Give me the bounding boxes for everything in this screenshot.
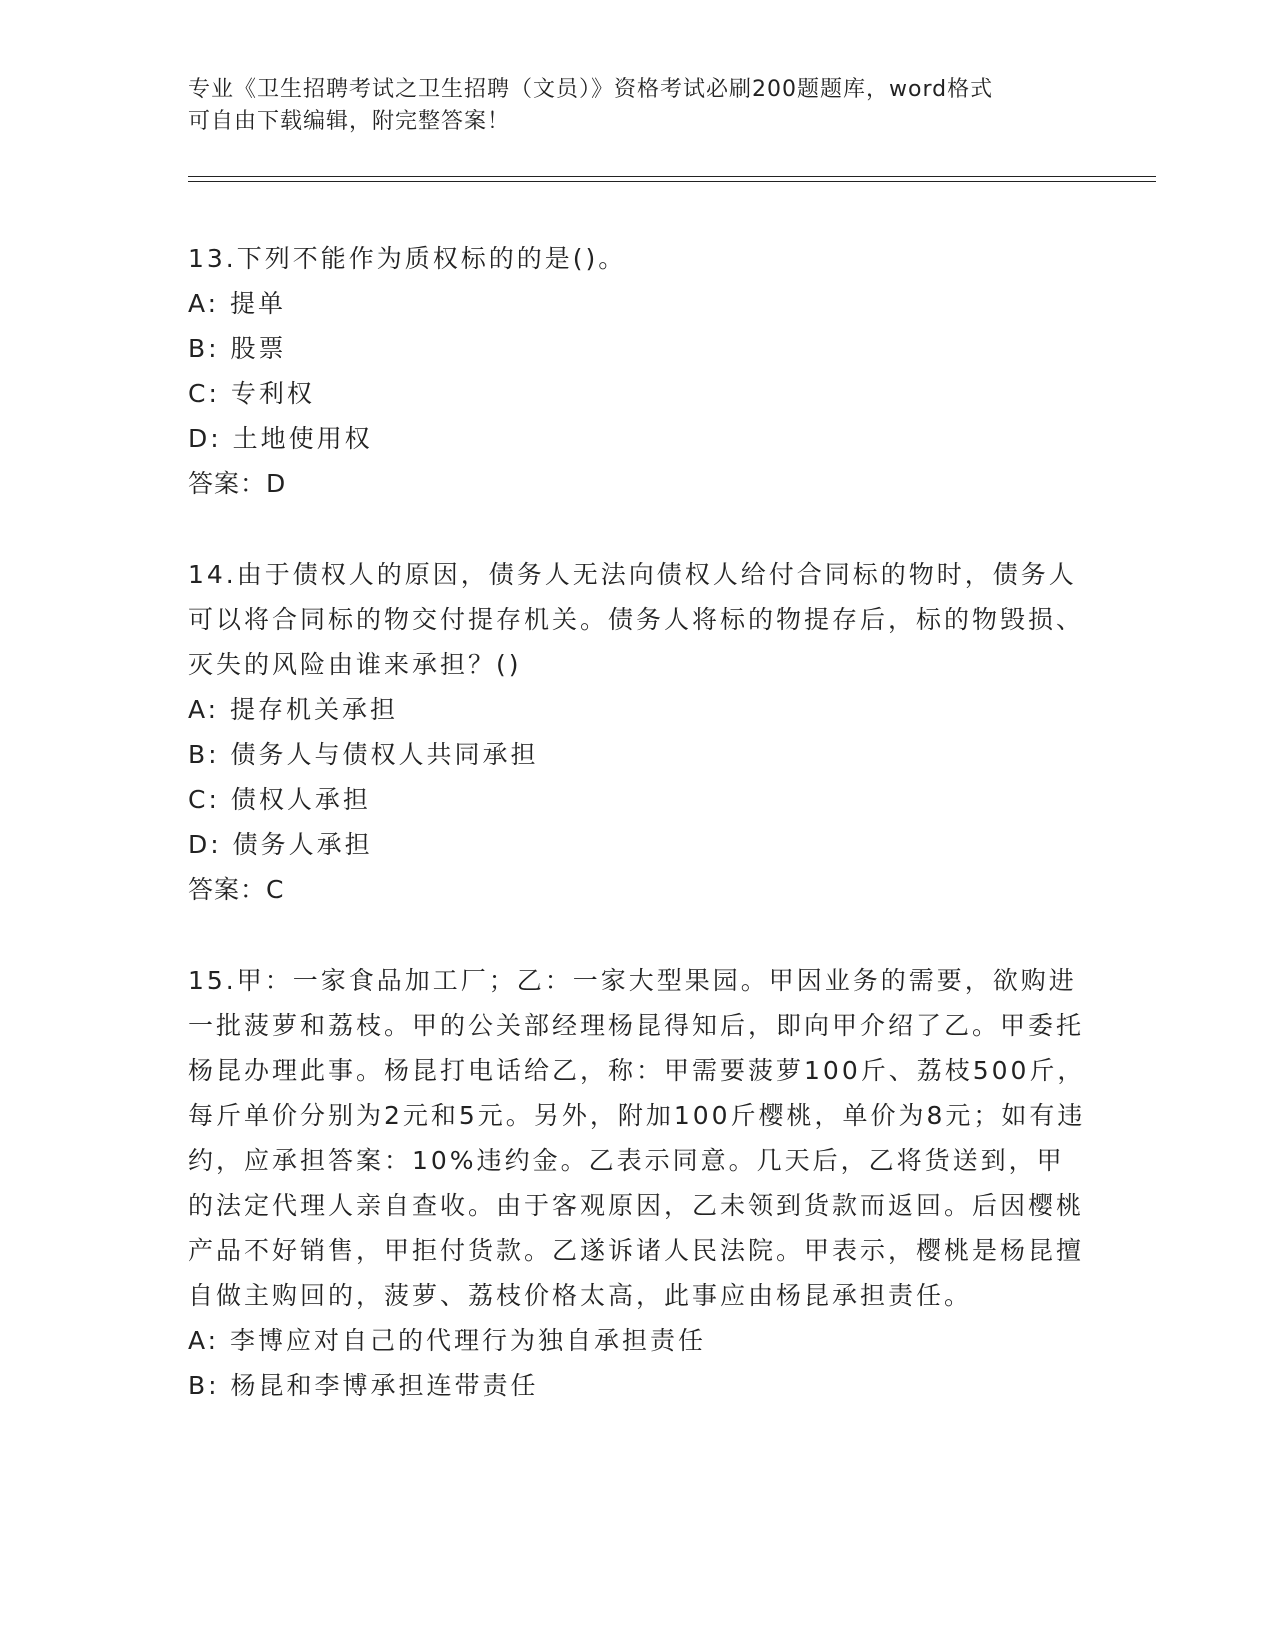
header-divider-top [188, 176, 1156, 177]
option-b: B: 债务人与债权人共同承担 [188, 740, 539, 769]
option-list [188, 687, 1088, 867]
option-list [188, 281, 1088, 461]
header-line-2: 可自由下载编辑，附完整答案！ [188, 109, 511, 134]
document-header [188, 74, 1068, 138]
answer-line: 答案：D [188, 469, 287, 498]
option-a: A: 提单 [188, 289, 287, 318]
question-stem: 14.由于债权人的原因，债务人无法向债权人给付合同标的物时，债务人可以将合同标的物交付提存机关。债务人将标的物提存后，标的物毁损、灭失的风险由谁来承担？() [188, 560, 1085, 679]
answer-line: 答案：C [188, 875, 285, 904]
header-line-1: 专业《卫生招聘考试之卫生招聘（文员）》资格考试必刷200题题库，word格式 [188, 77, 994, 102]
question-13 [188, 236, 1088, 506]
question-stem: 13.下列不能作为质权标的的是()。 [188, 244, 627, 273]
question-list [188, 236, 1088, 1454]
option-a: A: 李博应对自己的代理行为独自承担责任 [188, 1326, 707, 1355]
option-c: C: 专利权 [188, 379, 315, 408]
option-d: D: 土地使用权 [188, 424, 373, 453]
option-b: B: 杨昆和李博承担连带责任 [188, 1371, 539, 1400]
option-d: D: 债务人承担 [188, 830, 373, 859]
option-list [188, 1318, 1088, 1408]
option-a: A: 提存机关承担 [188, 695, 399, 724]
option-c: C: 债权人承担 [188, 785, 371, 814]
question-stem: 15.甲：一家食品加工厂；乙：一家大型果园。甲因业务的需要，欲购进一批菠萝和荔枝。甲的公关部经理杨昆得知后，即向甲介绍了乙。甲委托杨昆办理此事。杨昆打电话给乙，称：甲需要菠萝100斤、荔枝500斤，每斤单价分别为2元和5元。另外，附加100斤樱桃，单价为8元；如有违约，应承担答案：10%违约金。乙表示同意。几天后，乙将货送到，甲的法定代理人亲自查收。由于客观原因，乙未领到货款而返回。后因樱桃产品不好销售，甲拒付货款。乙遂诉诸人民法院。甲表示，樱桃是杨昆擅自做主购回的，菠萝、荔枝价格太高，此事应由杨昆承担责任。 [188, 966, 1086, 1310]
header-divider-bottom [188, 181, 1156, 182]
option-b: B: 股票 [188, 334, 287, 363]
question-15 [188, 958, 1088, 1408]
question-14 [188, 552, 1088, 912]
